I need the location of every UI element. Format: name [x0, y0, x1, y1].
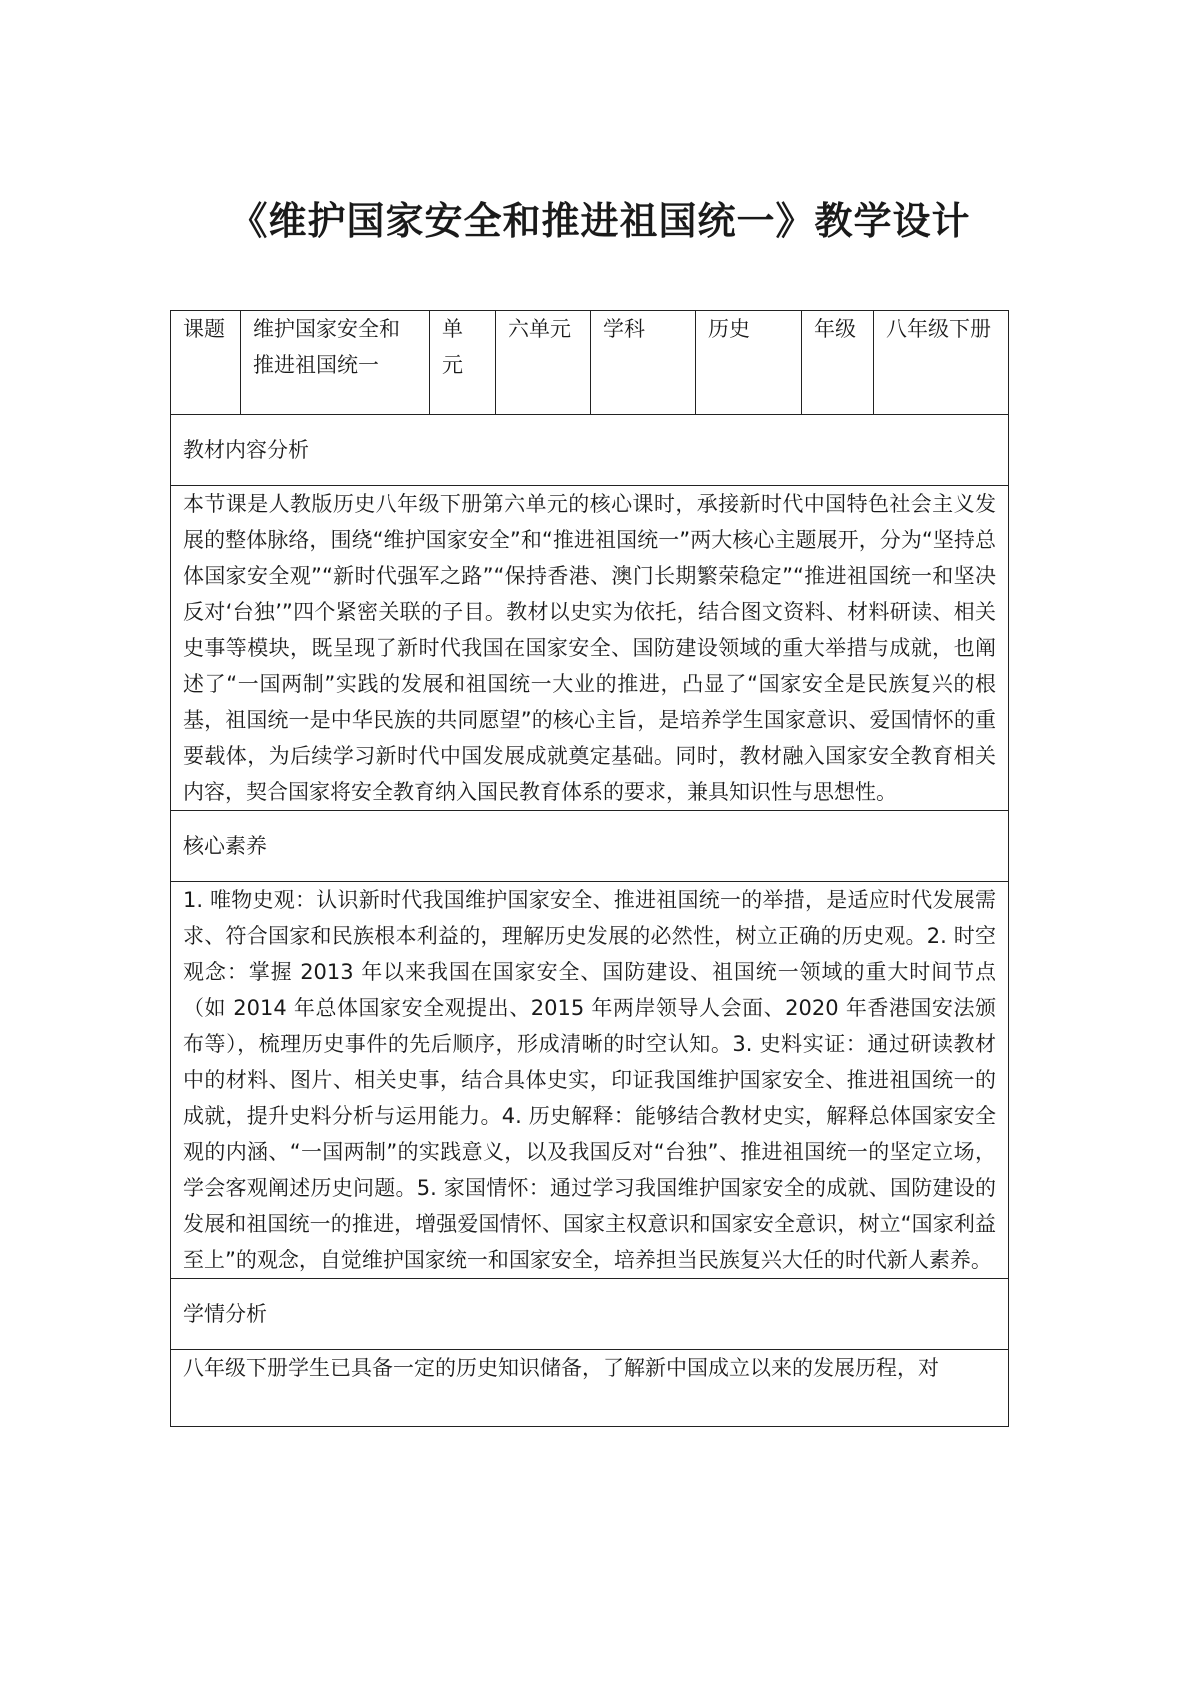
- subject-label-cell: [591, 311, 696, 415]
- unit-value-cell: [496, 311, 591, 415]
- section-body-row: [171, 486, 1009, 811]
- section-body-row: [171, 1350, 1009, 1427]
- section-body-row: [171, 882, 1009, 1279]
- section-heading-student-analysis: 学情分析: [171, 1279, 1009, 1350]
- subject-label: 学科: [603, 317, 645, 341]
- topic-value: 维护国家安全和推进祖国统一: [253, 317, 400, 377]
- subject-value-cell: [696, 311, 802, 415]
- unit-label-cell: [430, 311, 496, 415]
- subject-value: 历史: [708, 317, 750, 341]
- section-heading-row: [171, 811, 1009, 882]
- grade-label-cell: [802, 311, 874, 415]
- section-heading-textbook-analysis: 教材内容分析: [171, 415, 1009, 486]
- document-title: 《维护国家安全和推进祖国统一》教学设计: [229, 199, 971, 243]
- section-body-student-analysis-cell: [171, 1350, 1009, 1427]
- lesson-plan-table: [170, 310, 1009, 1427]
- section-heading-core-literacy: 核心素养: [171, 811, 1009, 882]
- topic-value-cell: [241, 311, 430, 415]
- section-body-core-literacy: 1. 唯物史观：认识新时代我国维护国家安全、推进祖国统一的举措，是适应时代发展需求、符合国家和民族根本利益的，理解历史发展的必然性，树立正确的历史观。2. 时空观念：掌握 2013 年以来我国在国家安全、国防建设、祖国统一领域的重大时间节点（如 2014 年总体国家安全观提出、2015 年两岸领导人会面、2020 年香港国安法颁布等），梳理历史事件的先后顺序，形成清晰的时空认知。3. 史料实证：通过研读教材中的材料、图片、相关史事，结合具体史实，印证我国维护国家安全、推进祖国统一的成就，提升史料分析与运用能力。4. 历史解释：能够结合教材史实，解释总体国家安全观的内涵、“一国两制”的实践意义，以及我国反对“台独”、推进祖国统一的坚定立场，学会客观阐述历史问题。5. 家国情怀：通过学习我国维护国家安全的成就、国防建设的发展和祖国统一的推进，增强爱国情怀、国家主权意识和国家安全意识，树立“国家利益至上”的观念，自觉维护国家统一和国家安全，培养担当民族复兴大任的时代新人素养。: [171, 882, 1009, 1279]
- section-heading-row: [171, 415, 1009, 486]
- section-body-student-analysis: 八年级下册学生已具备一定的历史知识储备，了解新中国成立以来的发展历程，对: [183, 1356, 939, 1380]
- section-body-textbook-analysis: 本节课是人教版历史八年级下册第六单元的核心课时，承接新时代中国特色社会主义发展的整体脉络，围绕“维护国家安全”和“推进祖国统一”两大核心主题展开，分为“坚持总体国家安全观”“新时代强军之路”“保持香港、澳门长期繁荣稳定”“推进祖国统一和坚决反对‘台独’”四个紧密关联的子目。教材以史实为依托，结合图文资料、材料研读、相关史事等模块，既呈现了新时代我国在国家安全、国防建设领域的重大举措与成就，也阐述了“一国两制”实践的发展和祖国统一大业的推进，凸显了“国家安全是民族复兴的根基，祖国统一是中华民族的共同愿望”的核心主旨，是培养学生国家意识、爱国情怀的重要载体，为后续学习新时代中国发展成就奠定基础。同时，教材融入国家安全教育相关内容，契合国家将安全教育纳入国民教育体系的要求，兼具知识性与思想性。: [171, 486, 1009, 811]
- grade-value-cell: [874, 311, 1009, 415]
- unit-label: 单元: [442, 317, 463, 377]
- section-heading-row: [171, 1279, 1009, 1350]
- header-row: [171, 311, 1009, 415]
- topic-label-cell: [171, 311, 241, 415]
- topic-label: 课题: [183, 317, 225, 341]
- grade-label: 年级: [814, 317, 856, 341]
- grade-value: 八年级下册: [886, 317, 991, 341]
- unit-value: 六单元: [508, 317, 571, 341]
